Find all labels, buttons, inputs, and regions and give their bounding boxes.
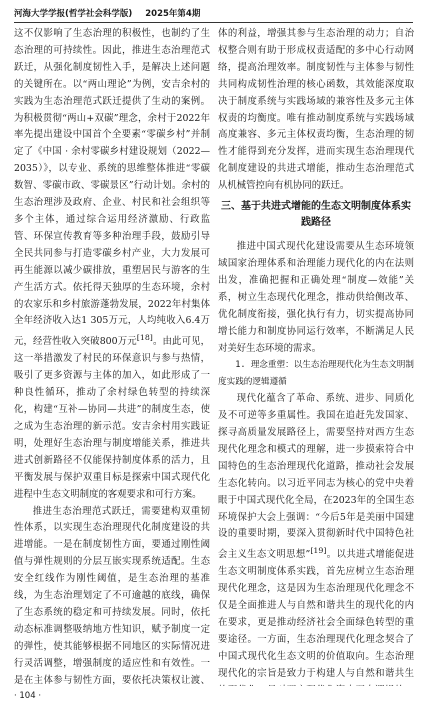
section-heading: 三、基于共进式增能的生态文明制度体系实践路径 xyxy=(221,201,411,229)
citation-ref: [19] xyxy=(310,546,327,556)
body-paragraph: 这不仅影响了生态治理的积极性，也制约了生态治理的可持续性。因此，推进生态治理范式跃迁，从强化制度韧性入手，是解决上述问题的关键所在。以“两山理论”为例，安吉余村的实践为生态治理范式跃迁提供了生动的案例。为积极贯彻“两山+双碳”理念，余村于2022年率先提出建设中国首个全要素“零碳乡村”并制定了《中国 · 余村零碳乡村建设规划（2022—2035）》，以专业、系统的思维整体推进“零碳数智、零碳市政、零碳景区”行动计划。余村的生态治理涉及政府、企业、村民和社会组织等多个主体，通过综合运用经济激励、行政监管、环保宣传教育等多种治理手段，鼓励引导全民共同参与打造零碳乡村产业，大力发展可再生能源以减少碳排放，重塑居民与游客的生产生活方式。依托得天独厚的生态环境，余村的农家乐和乡村旅游蓬勃发展，2022年村集体全年经济收入达1 305万元，人均纯收入6.4万元，经营性收入突破800万元[18]。由此可见，这一举措激发了村民的环保意识与参与热情，吸引了更多资源与主体的加入，如此形成了一种良性循环，推动了余村绿色转型的持续深化，构建“互补—协同—共进”的制度生态，使之成为生态治理的新示范。安吉余村用实践证明，处理好生态治理与制度增能关系，推进共进式创新路径不仅能保持制度体系的活力，且平衡发展与保护双重目标是探索中国式现代化进程中生态文明制度的客观要求和可行方案。 xyxy=(14,28,210,500)
issue-label: 2025年第4期 xyxy=(145,9,201,19)
body-paragraph: 现代化蕴含了革命、系统、进步、同质化及不可逆等多重属性。我国在追赶先发国家、探寻高质量发展路径上，需要坚持对西方生态现代化理念和模式的理解，进一步摸索符合中国特色的生态治理现代化道路，推动社会发展生态化转向。以习近平同志为核心的党中央着眼于中国式现代化全局，在2023年的全国生态环境保护大会上强调：“今后5年是美丽中国建设的重要时期，要深入贯彻新时代中国特色社会主义生态文明思想”[19]。以共进式增能促进生态文明制度体系实践，首先应树立生态治理现代化理念，这是因为生态治理现代化理念不仅是全面推进人与自然和谐共生的现代化的内在要求，更是推动经济社会全面绿色转型的重要途径。一方面，生态治理现代化理念契合了中国式现代化生态文明的价值取向。生态治理现代化的宗旨是致力于构建人与自然和谐共生 xyxy=(218,393,414,679)
body-paragraph: 体的利益，增强其参与生态治理的动力；自治权整合则有助于形成权责适配的多中心行动网络，提高治理效率。制度韧性与主体参与韧性共同构成韧性治理的核心函数，其效能深度取决于制度系统与实践场域的兼容性及多元主体权责的均衡度。唯有推动制度系统与实践场域高度兼容、多元主体权责均衡，生态治理的韧性才能得到充分发挥，进而实现生态治理现代化制度建设的共进式增能，推动生态治理范式从机械管控向有机协同的跃迁。 xyxy=(218,28,414,192)
running-header xyxy=(14,7,413,21)
body-paragraph: 推进中国式现代化建设需要从生态环境领域国家治理体系和治理能力现代化的内在法则出发，准确把握和正确处理“制度—效能”关系，树立生态现代化理念，推动供给侧改革、优化制度衔接，强化执行有力，切实提高协同增长能力和制度协同运行效率，不断满足人民对美好生态环境的需求。 xyxy=(218,241,414,354)
journal-title: 河海大学学报(哲学社会科学版) xyxy=(14,9,133,19)
header-rule xyxy=(14,22,413,23)
right-column xyxy=(218,26,414,686)
subsection-heading: 1. 理念重塑：以生态治理现代化为生态文明制度实践的逻辑遵循 xyxy=(218,360,414,388)
page-number: · 104 · xyxy=(14,691,42,701)
body-paragraph: 推进生态治理范式跃迁，需要建构双重韧性体系，以实现生态治理现代化制度建设的共进增能。一是在制度韧性方面，要通过刚性阈值与弹性规则的分层互嵌实现系统适配。生态安全红线作为刚性阈值，是生态治理的基准线，为生态治理划定了不可逾越的底线，确保了生态系统的稳定和可持续发展。同时，依托动态标准调整吸纳地方性知识，赋予制度一定的弹性，使其能够根据不同地区的实际情况进行灵活调整，增强制度的适应性和有效性。一是在主体参与韧性方面，要依托决策权让渡、 xyxy=(14,505,210,686)
citation-ref: [18] xyxy=(136,333,153,343)
left-column xyxy=(14,26,210,686)
